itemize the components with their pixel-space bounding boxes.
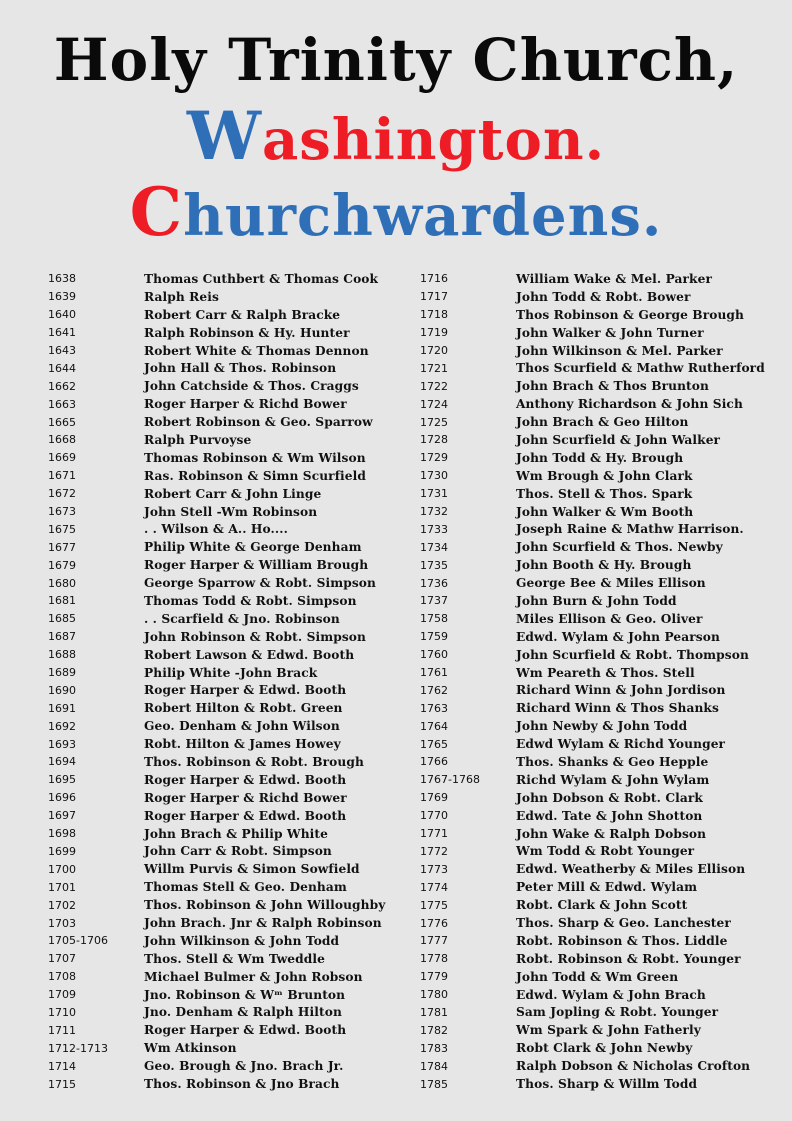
title-line-role: [0, 174, 792, 250]
title-line-church: [0, 22, 792, 98]
year: 1777: [420, 934, 448, 948]
list-item: [420, 896, 765, 914]
year: 1697: [48, 809, 76, 823]
list-item: [420, 288, 765, 306]
year: 1776: [420, 916, 448, 930]
year: 1695: [48, 773, 76, 787]
list-item: [48, 932, 385, 950]
list-item: [48, 860, 385, 878]
year: 1711: [48, 1023, 76, 1037]
warden-names: Joseph Raine & Mathw Harrison.: [516, 522, 744, 537]
year: 1691: [48, 701, 76, 715]
year: 1694: [48, 755, 76, 769]
warden-names: Thos. Robinson & Robt. Brough: [144, 754, 364, 769]
warden-names: Robert Carr & John Linge: [144, 486, 322, 501]
warden-names: John Brach & Geo Hilton: [516, 415, 689, 430]
warden-names: Thos Scurfield & Mathw Rutherford: [516, 361, 765, 376]
warden-names: Willm Purvis & Simon Sowfield: [144, 862, 360, 877]
year: 1729: [420, 451, 448, 465]
year: 1772: [420, 844, 448, 858]
year: 1677: [48, 540, 76, 554]
warden-names: Michael Bulmer & John Robson: [144, 969, 363, 984]
year: 1712-1713: [48, 1041, 108, 1055]
list-item: [48, 359, 385, 377]
year: 1662: [48, 379, 76, 393]
list-item: [420, 628, 765, 646]
year: 1771: [420, 827, 448, 841]
warden-names: John Brach. Jnr & Ralph Robinson: [144, 916, 382, 930]
list-item: [48, 753, 385, 771]
list-item: [48, 395, 385, 413]
warden-names: John Robinson & Robt. Simpson: [144, 629, 366, 644]
list-item: [420, 807, 765, 825]
list-item: [48, 843, 385, 861]
warden-names: John Dobson & Robt. Clark: [516, 790, 703, 805]
year: 1696: [48, 791, 76, 805]
year: 1762: [420, 683, 448, 697]
warden-names: John Burn & John Todd: [516, 593, 677, 608]
warden-names: John Brach & Thos Brunton: [516, 379, 709, 394]
warden-names: George Bee & Miles Ellison: [516, 576, 706, 591]
list-item: [420, 771, 765, 789]
year: 1759: [420, 630, 448, 644]
year: 1669: [48, 451, 76, 465]
warden-names: John Scurfield & Thos. Newby: [516, 540, 723, 555]
list-item: [420, 1004, 765, 1022]
list-item: [48, 556, 385, 574]
warden-names: Roger Harper & Richd Bower: [144, 397, 347, 412]
warden-names: Sam Jopling & Robt. Younger: [516, 1005, 719, 1020]
list-item: [48, 968, 385, 986]
warden-names: Thos. Stell & Wm Tweddle: [144, 951, 325, 966]
list-item: [48, 986, 385, 1004]
list-item: [420, 968, 765, 986]
year: 1779: [420, 970, 448, 984]
year: 1710: [48, 1005, 76, 1019]
warden-names: Geo. Brough & Jno. Brach Jr.: [144, 1059, 344, 1074]
list-item: [48, 413, 385, 431]
year: 1715: [48, 1077, 76, 1091]
list-item: [48, 467, 385, 485]
list-item: [420, 950, 765, 968]
year: 1778: [420, 952, 448, 966]
warden-names: Robert Robinson & Geo. Sparrow: [144, 415, 373, 430]
warden-names: John Todd & Wm Green: [516, 969, 679, 984]
year: 1672: [48, 487, 76, 501]
warden-names: John Newby & John Todd: [516, 719, 688, 734]
year: 1688: [48, 648, 76, 662]
list-item: [420, 860, 765, 878]
page-title: [0, 22, 792, 250]
list-item: [48, 538, 385, 556]
warden-names: John Hall & Thos. Robinson: [144, 361, 337, 376]
list-item: [48, 1075, 385, 1093]
warden-names: Philip White & George Denham: [144, 540, 362, 555]
title-place-initial: W: [186, 97, 262, 175]
year: 1665: [48, 415, 76, 429]
list-item: [420, 610, 765, 628]
list-item: [48, 628, 385, 646]
list-item: [420, 449, 765, 467]
warden-names: Jno. Robinson & Wᵐ Brunton: [144, 987, 346, 1002]
year: 1764: [420, 719, 448, 733]
list-item: [420, 574, 765, 592]
year: 1702: [48, 898, 76, 912]
year: 1717: [420, 290, 448, 304]
list-item: [48, 681, 385, 699]
list-item: [420, 986, 765, 1004]
list-item: [48, 592, 385, 610]
list-item: [48, 610, 385, 628]
year: 1641: [48, 326, 76, 340]
year: 1728: [420, 433, 448, 447]
year: 1693: [48, 737, 76, 751]
list-item: [48, 735, 385, 753]
year: 1689: [48, 666, 76, 680]
warden-names: John Booth & Hy. Brough: [516, 558, 692, 573]
list-item: [420, 538, 765, 556]
year: 1701: [48, 880, 76, 894]
warden-names: John Walker & Wm Booth: [516, 504, 694, 519]
warden-names: Ralph Dobson & Nicholas Crofton: [516, 1059, 751, 1074]
title-line-place: [0, 98, 792, 174]
list-item: [48, 878, 385, 896]
year: 1773: [420, 862, 448, 876]
list-item: [420, 485, 765, 503]
list-item: [48, 485, 385, 503]
list-item: [48, 1057, 385, 1075]
warden-names: Wm Atkinson: [144, 1041, 237, 1056]
list-item: [420, 789, 765, 807]
list-item: [48, 717, 385, 735]
list-item: [420, 503, 765, 521]
list-item: [420, 342, 765, 360]
year: 1761: [420, 666, 448, 680]
year: 1774: [420, 880, 448, 894]
year: 1681: [48, 594, 76, 608]
list-item: [48, 342, 385, 360]
warden-names: Thomas Cuthbert & Thomas Cook: [144, 271, 379, 286]
list-item: [48, 431, 385, 449]
year: 1690: [48, 683, 76, 697]
warden-names: Wm Spark & John Fatherly: [516, 1023, 701, 1038]
year: 1781: [420, 1005, 448, 1019]
warden-names: Geo. Denham & John Wilson: [144, 719, 340, 734]
title-role-initial: C: [129, 173, 184, 251]
right-column: [420, 270, 765, 1093]
title-church-text: Holy Trinity Church,: [53, 26, 739, 94]
warden-names: Robert Lawson & Edwd. Booth: [144, 647, 355, 662]
warden-names: . . Wilson & A.. Ho....: [144, 522, 288, 537]
year: 1716: [420, 272, 448, 286]
list-item: [420, 270, 765, 288]
warden-names: Robert White & Thomas Dennon: [144, 343, 369, 358]
title-role-rest: hurchwardens: [183, 183, 642, 249]
year: 1775: [420, 898, 448, 912]
warden-names: Edwd Wylam & Richd Younger: [516, 737, 726, 752]
warden-names: William Wake & Mel. Parker: [516, 271, 712, 286]
warden-names: Wm Brough & John Clark: [516, 468, 693, 483]
warden-names: Edwd. Weatherby & Miles Ellison: [516, 862, 746, 877]
warden-names: Roger Harper & Edwd. Booth: [144, 683, 347, 698]
year: 1783: [420, 1041, 448, 1055]
warden-names: Roger Harper & Edwd. Booth: [144, 1023, 347, 1038]
list-item: [420, 699, 765, 717]
year: 1724: [420, 397, 448, 411]
warden-names: Wm Todd & Robt Younger: [516, 844, 695, 859]
warden-names: John Scurfield & Robt. Thompson: [516, 647, 749, 662]
list-item: [420, 681, 765, 699]
list-item: [420, 1075, 765, 1093]
list-item: [48, 789, 385, 807]
year: 1732: [420, 505, 448, 519]
list-item: [420, 664, 765, 682]
warden-names: Jno. Denham & Ralph Hilton: [144, 1005, 342, 1020]
year: 1767-1768: [420, 773, 480, 787]
list-item: [420, 825, 765, 843]
year: 1707: [48, 952, 76, 966]
list-item: [420, 592, 765, 610]
year: 1698: [48, 827, 76, 841]
list-item: [420, 1039, 765, 1057]
year: 1769: [420, 791, 448, 805]
warden-names: John Walker & John Turner: [516, 325, 704, 340]
warden-names: Robt. Hilton & James Howey: [144, 737, 341, 752]
warden-names: Thos. Shanks & Geo Hepple: [516, 754, 709, 769]
list-item: [420, 359, 765, 377]
list-item: [420, 306, 765, 324]
year: 1644: [48, 361, 76, 375]
list-item: [420, 520, 765, 538]
list-item: [420, 324, 765, 342]
warden-names: Roger Harper & Edwd. Booth: [144, 772, 347, 787]
list-item: [420, 753, 765, 771]
year: 1703: [48, 916, 76, 930]
warden-names: Thos. Sharp & Geo. Lanchester: [516, 916, 731, 930]
list-item: [48, 914, 385, 932]
warden-names: Robt. Clark & John Scott: [516, 898, 688, 913]
year: 1673: [48, 505, 76, 519]
list-item: [420, 735, 765, 753]
warden-names: . . Scarfield & Jno. Robinson: [144, 611, 340, 626]
warden-names: Thos. Stell & Thos. Spark: [516, 486, 693, 501]
year: 1733: [420, 522, 448, 536]
list-item: [48, 699, 385, 717]
warden-names: Robert Hilton & Robt. Green: [144, 701, 343, 716]
warden-names: Thos. Robinson & John Willoughby: [144, 898, 386, 913]
warden-names: Roger Harper & William Brough: [144, 558, 369, 573]
warden-names: Wm Peareth & Thos. Stell: [516, 665, 695, 680]
warden-names: John Wilkinson & John Todd: [144, 933, 340, 948]
list-item: [48, 503, 385, 521]
list-item: [420, 646, 765, 664]
list-item: [48, 288, 385, 306]
warden-names: Thos. Robinson & Jno Brach: [144, 1077, 340, 1092]
list-item: [48, 1021, 385, 1039]
warden-names: John Carr & Robt. Simpson: [144, 844, 332, 859]
left-column: [48, 270, 385, 1093]
year: 1722: [420, 379, 448, 393]
list-item: [48, 646, 385, 664]
year: 1638: [48, 272, 76, 286]
year: 1720: [420, 344, 448, 357]
list-item: [420, 1021, 765, 1039]
warden-names: John Todd & Robt. Bower: [516, 289, 691, 304]
list-item: [420, 932, 765, 950]
warden-names: Richd Wylam & John Wylam: [516, 772, 710, 787]
list-item: [48, 825, 385, 843]
year: 1687: [48, 630, 76, 644]
year: 1785: [420, 1077, 448, 1091]
warden-names: Miles Ellison & Geo. Oliver: [516, 611, 703, 626]
warden-names: John Scurfield & John Walker: [516, 432, 721, 447]
year: 1643: [48, 344, 76, 357]
list-item: [420, 556, 765, 574]
warden-names: John Stell -Wm Robinson: [144, 504, 318, 519]
list-item: [48, 1004, 385, 1022]
title-place-dot: .: [584, 107, 606, 173]
warden-names: Ralph Robinson & Hy. Hunter: [144, 325, 350, 340]
warden-names: Roger Harper & Richd Bower: [144, 790, 347, 805]
warden-names: Robt Clark & John Newby: [516, 1041, 693, 1056]
warden-names: John Catchside & Thos. Craggs: [144, 379, 359, 394]
warden-names: John Wake & Ralph Dobson: [516, 826, 707, 841]
warden-names: Ras. Robinson & Simn Scurfield: [144, 468, 366, 483]
list-item: [420, 467, 765, 485]
year: 1730: [420, 469, 448, 483]
year: 1668: [48, 433, 76, 447]
year: 1671: [48, 469, 76, 483]
list-item: [420, 878, 765, 896]
warden-names: Thos Robinson & George Brough: [516, 307, 744, 322]
year: 1763: [420, 701, 448, 715]
list-item: [420, 717, 765, 735]
year: 1705-1706: [48, 934, 108, 948]
year: 1663: [48, 397, 76, 411]
year: 1784: [420, 1059, 448, 1073]
list-item: [48, 1039, 385, 1057]
warden-names: John Wilkinson & Mel. Parker: [516, 343, 723, 358]
year: 1700: [48, 862, 76, 876]
warden-names: Robt. Robinson & Robt. Younger: [516, 951, 741, 966]
list-item: [48, 377, 385, 395]
list-item: [48, 449, 385, 467]
list-item: [420, 914, 765, 932]
warden-names: Peter Mill & Edwd. Wylam: [516, 880, 698, 895]
year: 1685: [48, 612, 76, 626]
year: 1718: [420, 308, 448, 322]
warden-names: Thomas Stell & Geo. Denham: [144, 880, 347, 895]
warden-names: George Sparrow & Robt. Simpson: [144, 576, 376, 591]
year: 1758: [420, 612, 448, 626]
year: 1709: [48, 988, 76, 1002]
warden-names: Richard Winn & Thos Shanks: [516, 701, 719, 716]
year: 1708: [48, 970, 76, 984]
year: 1719: [420, 326, 448, 340]
warden-names: Philip White -John Brack: [144, 665, 318, 680]
title-place-rest: ashington: [262, 107, 585, 173]
warden-names: Edwd. Wylam & John Brach: [516, 987, 706, 1002]
year: 1680: [48, 576, 76, 590]
list-item: [420, 395, 765, 413]
year: 1770: [420, 809, 448, 823]
warden-names: Ralph Purvoyse: [144, 432, 252, 447]
list-item: [48, 807, 385, 825]
year: 1731: [420, 487, 448, 501]
list-item: [48, 574, 385, 592]
list-item: [48, 270, 385, 288]
year: 1735: [420, 558, 448, 572]
year: 1737: [420, 594, 448, 608]
year: 1699: [48, 844, 76, 858]
year: 1782: [420, 1023, 448, 1037]
year: 1736: [420, 576, 448, 590]
list-item: [48, 896, 385, 914]
warden-names: Thomas Todd & Robt. Simpson: [144, 593, 357, 608]
warden-names: Edwd. Wylam & John Pearson: [516, 629, 720, 644]
list-item: [420, 413, 765, 431]
list-item: [48, 520, 385, 538]
year: 1639: [48, 290, 76, 304]
list-item: [48, 950, 385, 968]
list-item: [48, 771, 385, 789]
year: 1675: [48, 522, 76, 536]
year: 1725: [420, 415, 448, 429]
warden-names: Roger Harper & Edwd. Booth: [144, 808, 347, 823]
warden-names: Richard Winn & John Jordison: [516, 683, 726, 698]
warden-names: Anthony Richardson & John Sich: [516, 397, 743, 412]
list-item: [420, 843, 765, 861]
year: 1640: [48, 308, 76, 322]
year: 1692: [48, 719, 76, 733]
year: 1714: [48, 1059, 76, 1073]
list-item: [48, 324, 385, 342]
year: 1765: [420, 737, 448, 751]
year: 1760: [420, 648, 448, 662]
year: 1766: [420, 755, 448, 769]
warden-names: John Brach & Philip White: [144, 826, 328, 841]
warden-names: Thomas Robinson & Wm Wilson: [144, 450, 366, 465]
warden-names: Robt. Robinson & Thos. Liddle: [516, 933, 728, 948]
year: 1721: [420, 361, 448, 375]
warden-names: Robert Carr & Ralph Bracke: [144, 307, 341, 322]
warden-names: Ralph Reis: [144, 289, 219, 304]
warden-names: Thos. Sharp & Willm Todd: [516, 1077, 698, 1092]
year: 1734: [420, 540, 448, 554]
year: 1679: [48, 558, 76, 572]
list-item: [48, 306, 385, 324]
warden-names: John Todd & Hy. Brough: [516, 450, 684, 465]
list-item: [420, 431, 765, 449]
warden-names: Edwd. Tate & John Shotton: [516, 808, 703, 823]
list-item: [420, 377, 765, 395]
list-item: [420, 1057, 765, 1075]
title-role-dot: .: [641, 183, 663, 249]
list-item: [48, 664, 385, 682]
year: 1780: [420, 988, 448, 1002]
